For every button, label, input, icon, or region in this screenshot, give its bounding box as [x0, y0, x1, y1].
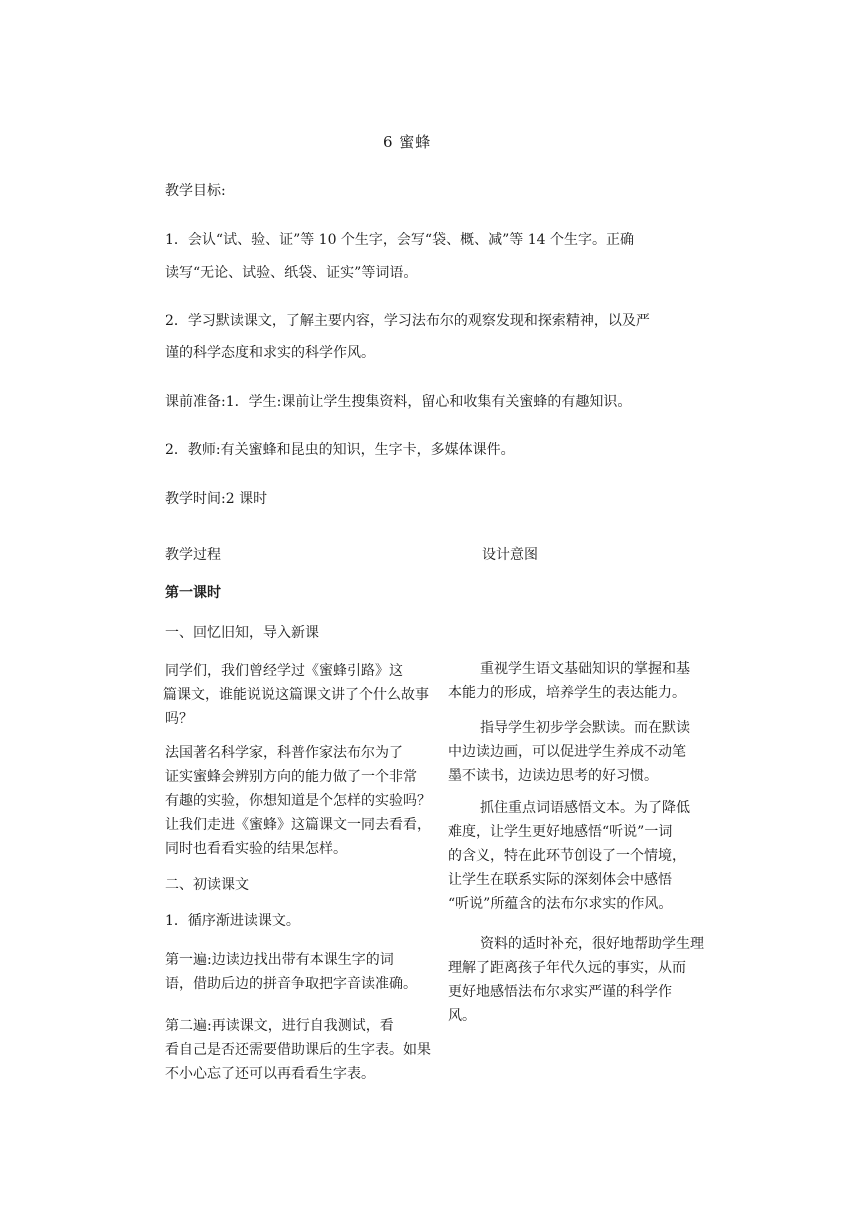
- paragraph-line: 同学们，我们曾经学过《蜜蜂引路》这: [165, 663, 403, 679]
- paragraph-line: 同时也看看实验的结果怎样。: [165, 841, 347, 857]
- paragraph-line: 不小心忘了还可以再看看生字表。: [165, 1066, 375, 1082]
- prep-students: 课前准备:1．学生:课前让学生搜集资料，留心和收集有关蜜蜂的有趣知识。: [165, 394, 632, 410]
- paragraph-line: 有趣的实验，你想知道是个怎样的实验吗？: [165, 793, 431, 809]
- paragraph-line: 中边读边画，可以促进学生养成不动笔: [448, 744, 686, 760]
- design-note-2: [448, 716, 690, 788]
- section-heading-2: 二、初读课文: [165, 877, 249, 893]
- paragraph-line: 让我们走进《蜜蜂》这篇课文一同去看看，: [165, 817, 431, 833]
- paragraph-second-read: [165, 1014, 431, 1086]
- objectives-heading: 教学目标:: [165, 183, 226, 199]
- paragraph-line: 抓住重点词语感悟文本。为了降低: [480, 800, 690, 816]
- objective-1-line-2: 读写“无论、试验、纸袋、证实”等词语。: [165, 265, 418, 281]
- paragraph-line: 风。: [448, 1008, 476, 1024]
- paragraph-line: 墨不读书，边读边思考的好习惯。: [448, 768, 658, 784]
- paragraph-line: 篇课文，谁能说说这篇课文讲了个什么故事: [163, 687, 429, 703]
- paragraph-line: 资料的适时补充，很好地帮助学生理: [480, 936, 704, 952]
- paragraph-line: 第二遍:再读课文，进行自我测试，看: [165, 1018, 394, 1034]
- paragraph-line: 理解了距离孩子年代久远的事实，从而: [448, 960, 686, 976]
- design-note-4: [448, 932, 704, 1028]
- paragraph-line: 证实蜜蜂会辨别方向的能力做了一个非常: [165, 769, 417, 785]
- document-title: 6 蜜蜂: [383, 133, 432, 151]
- paragraph-line: “听说”所蕴含的法布尔求实的作风。: [448, 896, 673, 912]
- objective-1-line-1: 1．会认“试、验、证”等 10 个生字，会写“袋、概、减”等 14 个生字。正确: [165, 232, 634, 248]
- paragraph-line: 难度，让学生更好地感悟“听说”一词: [448, 824, 673, 840]
- lesson-heading: 第一课时: [165, 585, 221, 601]
- design-note-3: [448, 796, 690, 916]
- column-heading-design: 设计意图: [482, 547, 538, 563]
- design-note-1: [448, 657, 690, 705]
- objective-2-line-2: 谨的科学态度和求实的科学作风。: [165, 345, 375, 361]
- objective-2-line-1: 2．学习默读课文，了解主要内容，学习法布尔的观察发现和探索精神，以及严: [165, 313, 650, 329]
- paragraph-first-read: [165, 948, 417, 996]
- column-heading-process: 教学过程: [165, 547, 221, 563]
- paragraph-line: 指导学生初步学会默读。而在默读: [480, 720, 690, 736]
- paragraph-intro: [165, 659, 429, 731]
- step-1: 1．循序渐进读课文。: [165, 913, 300, 929]
- teaching-time: 教学时间:2 课时: [165, 491, 268, 507]
- paragraph-line: 本能力的形成，培养学生的表达能力。: [448, 685, 686, 701]
- paragraph-line: 吗？: [165, 711, 193, 727]
- paragraph-line: 让学生在联系实际的深刻体会中感悟: [448, 872, 672, 888]
- paragraph-line: 看自己是否还需要借助课后的生字表。如果: [165, 1042, 431, 1058]
- paragraph-line: 第一遍:边读边找出带有本课生字的词: [165, 952, 394, 968]
- paragraph-line: 的含义，特在此环节创设了一个情境，: [448, 848, 686, 864]
- paragraph-line: 重视学生语文基础知识的掌握和基: [480, 661, 690, 677]
- paragraph-line: 语，借助后边的拼音争取把字音读准确。: [165, 976, 417, 992]
- prep-teacher: 2．教师:有关蜜蜂和昆虫的知识，生字卡，多媒体课件。: [165, 442, 515, 458]
- paragraph-line: 更好地感悟法布尔求实严谨的科学作: [448, 984, 672, 1000]
- section-heading-1: 一、回忆旧知，导入新课: [165, 625, 319, 641]
- paragraph-fabre: [165, 741, 431, 861]
- paragraph-line: 法国著名科学家，科普作家法布尔为了: [165, 745, 403, 761]
